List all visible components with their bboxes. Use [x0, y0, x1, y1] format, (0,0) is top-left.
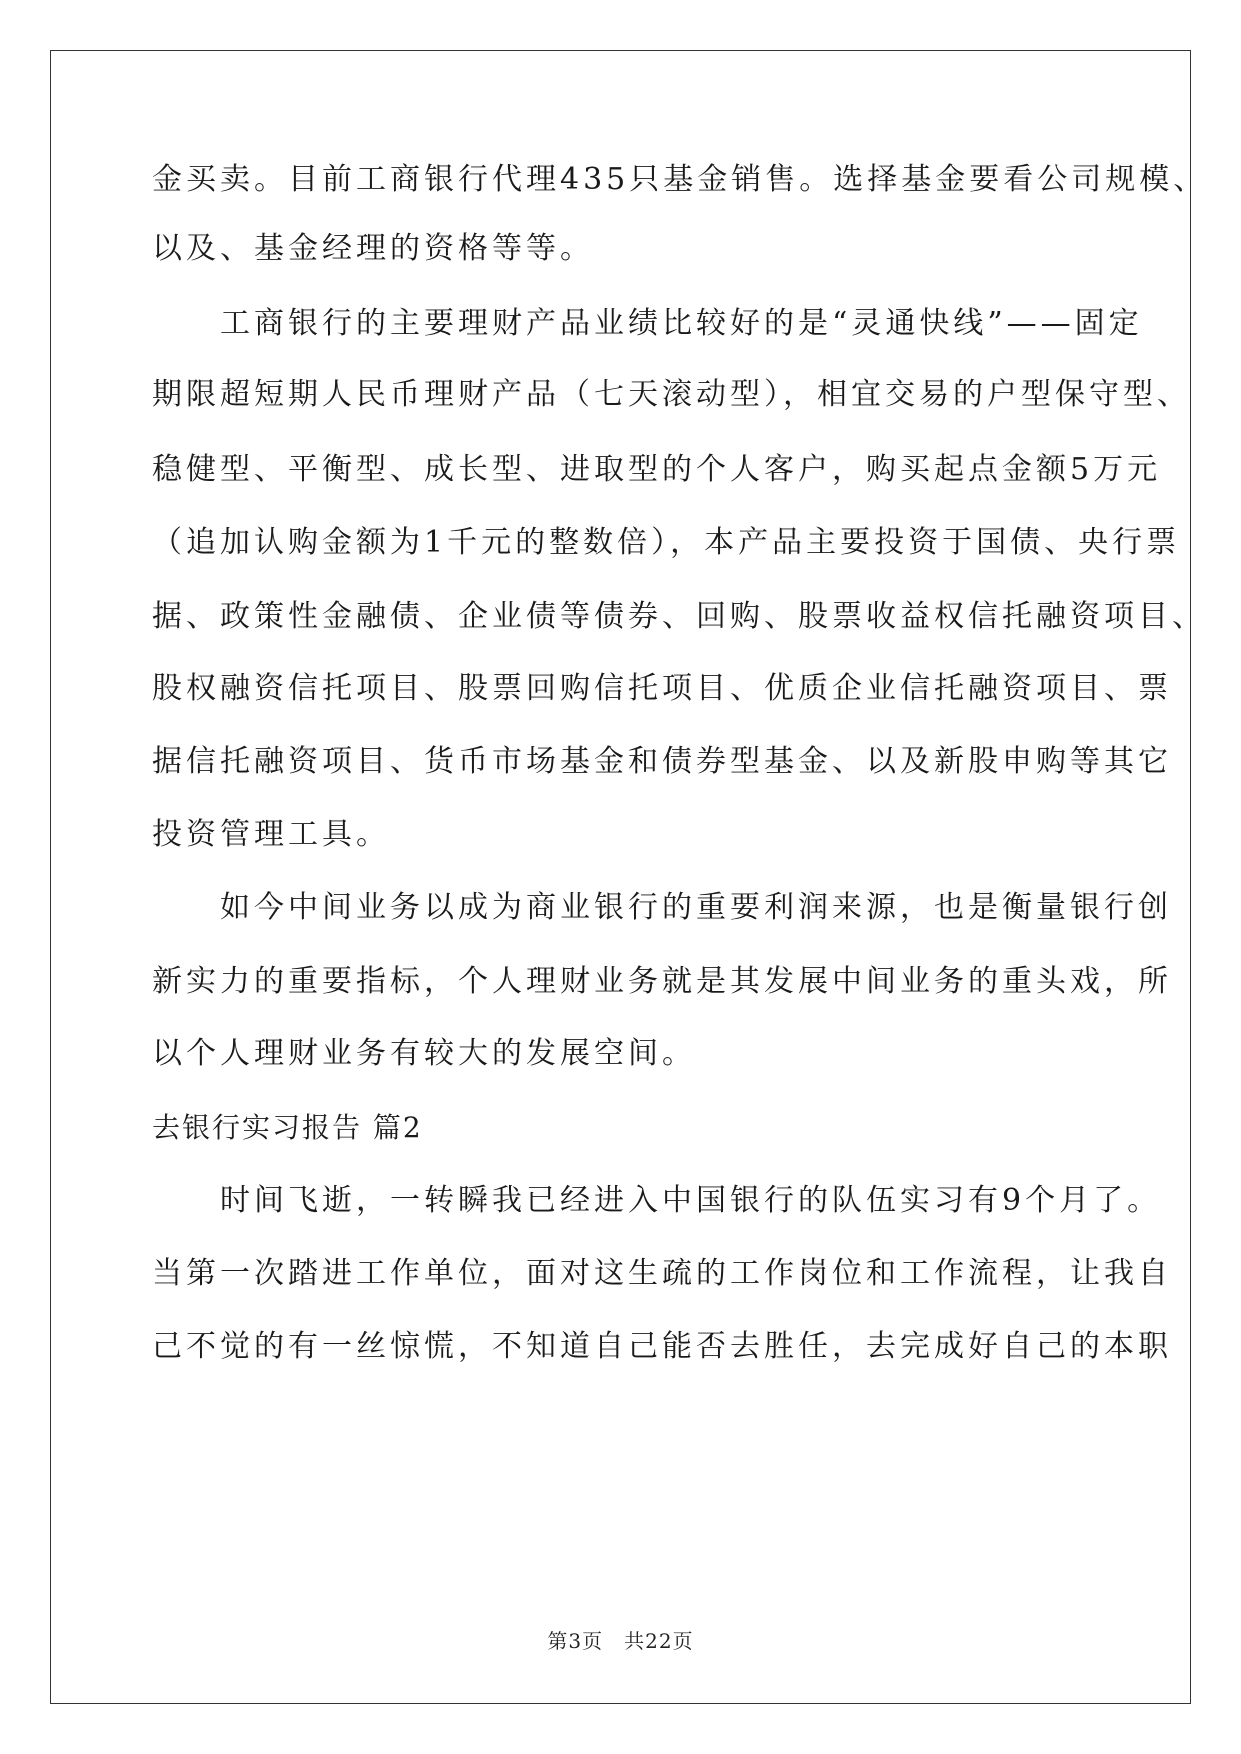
text-line: 时间飞逝，一转瞬我已经进入中国银行的队伍实习有9个月了。 [152, 1183, 1162, 1218]
text-line: 股权融资信托项目、股票回购信托项目、优质企业信托融资项目、票 [152, 671, 1172, 706]
text-line: 以及、基金经理的资格等等。 [152, 231, 594, 266]
text-line: 工商银行的主要理财产品业绩比较好的是“灵通快线”——固定 [152, 306, 1143, 341]
page-number-footer: 第3页 共22页 [547, 1629, 694, 1653]
text-line: 新实力的重要指标，个人理财业务就是其发展中间业务的重头戏，所 [152, 964, 1172, 999]
text-line: 以个人理财业务有较大的发展空间。 [152, 1036, 696, 1071]
text-line: 如今中间业务以成为商业银行的重要利润来源，也是衡量银行创 [152, 890, 1172, 925]
text-line: 期限超短期人民币理财产品（七天滚动型），相宜交易的户型保守型、 [152, 377, 1191, 412]
page-border [50, 50, 1191, 1704]
section-heading: 去银行实习报告 篇2 [152, 1111, 423, 1144]
text-line: （追加认购金额为1千元的整数倍），本产品主要投资于国债、央行票 [152, 525, 1181, 560]
text-line: 当第一次踏进工作单位，面对这生疏的工作岗位和工作流程，让我自 [152, 1256, 1172, 1291]
text-line: 据信托融资项目、货币市场基金和债券型基金、以及新股申购等其它 [152, 744, 1172, 779]
text-line: 稳健型、平衡型、成长型、进取型的个人客户，购买起点金额5万元 [152, 452, 1162, 487]
text-line: 投资管理工具。 [152, 817, 390, 852]
text-line: 金买卖。目前工商银行代理435只基金销售。选择基金要看公司规模、 [152, 162, 1208, 197]
text-line: 己不觉的有一丝惊慌，不知道自己能否去胜任，去完成好自己的本职 [152, 1329, 1172, 1364]
text-line: 据、政策性金融债、企业债等债券、回购、股票收益权信托融资项目、 [152, 599, 1206, 634]
